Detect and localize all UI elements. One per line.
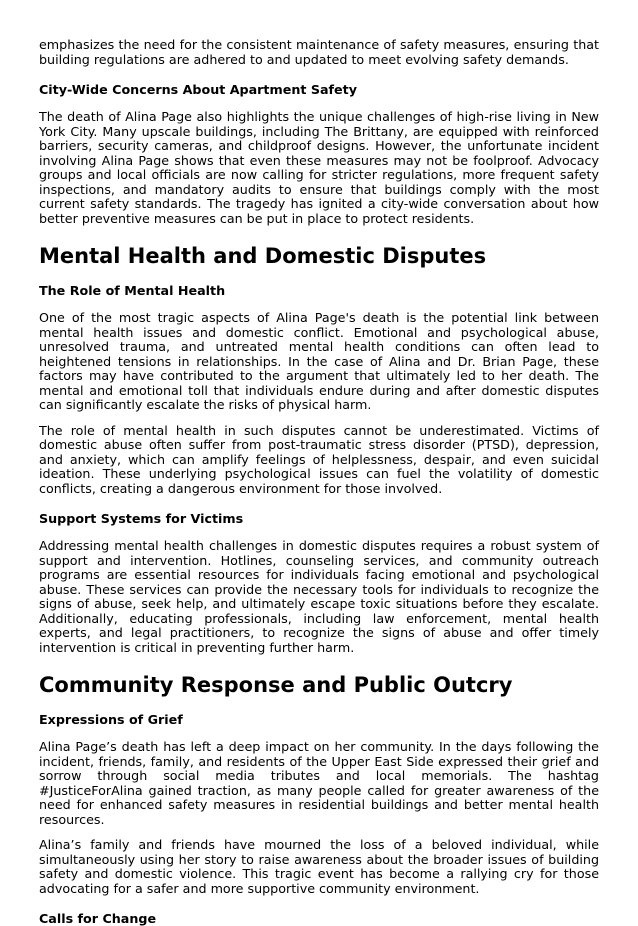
subheading-city-wide-concerns: City-Wide Concerns About Apartment Safety <box>39 82 357 97</box>
heading-mental-health-domestic-disputes: Mental Health and Domestic Disputes <box>39 244 487 268</box>
paragraph-mental-health-link: One of the most tragic aspects of Alina Page's death is the potential link between mental health issues and domestic conflict. Emotional and psychological abuse, unresolved trauma, and untreated mental health conditions can often lead to heightened tensions in relationships. In the case of Alina and Dr. Brian Page, these factors may have contributed to the argument that ultimately led to her death. The mental and emotional toll that individuals endure during and after domestic disputes can significantly escalate the risks of physical harm. <box>39 310 599 412</box>
paragraph-community-impact: Alina Page’s death has left a deep impact on her community. In the days following the incident, friends, family, and residents of the Upper East Side expressed their grief and sorrow through social media tributes and local memorials. The hashtag #JusticeForAlina gained traction, as many people called for greater awareness of the need for enhanced safety measures in residential buildings and better mental health resources. <box>39 739 599 827</box>
subheading-support-systems: Support Systems for Victims <box>39 511 244 526</box>
paragraph-building-regulations: emphasizes the need for the consistent maintenance of safety measures, ensuring that building regulations are adhered to and updated to meet evolving safety demands. <box>39 37 599 67</box>
paragraph-support-intervention: Addressing mental health challenges in domestic disputes requires a robust system of support and intervention. Hotlines, counseling services, and community outreach programs are essential resources for individuals facing emotional and psychological abuse. These services can provide the necessary tools for individuals to recognize the signs of abuse, seek help, and ultimately escape toxic situations before they escalate. Additionally, educating professionals, including law enforcement, mental health experts, and legal practitioners, to recognize the signs of abuse and offer timely intervention is critical in preventing further harm. <box>39 538 599 655</box>
paragraph-family-awareness: Alina’s family and friends have mourned the loss of a beloved individual, while simultaneously using her story to raise awareness about the broader issues of building safety and domestic violence. This tragic event has become a rallying cry for those advocating for a safer and more supportive community environment. <box>39 837 599 896</box>
paragraph-role-underestimated: The role of mental health in such disputes cannot be underestimated. Victims of domestic abuse often suffer from post-traumatic stress disorder (PTSD), depression, and anxiety, which can amplify feelings of helplessness, despair, and even suicidal ideation. These underlying psychological issues can fuel the volatility of domestic conflicts, creating a dangerous environment for those involved. <box>39 422 599 496</box>
paragraph-high-rise-challenges: The death of Alina Page also highlights the unique challenges of high-rise living in New York City. Many upscale buildings, including The Brittany, are equipped with reinforced barriers, security cameras, and childproof designs. However, the unfortunate incident involving Alina Page shows that even these measures may not be foolproof. Advocacy groups and local officials are now calling for stricter regulations, more frequent safety inspections, and mandatory audits to ensure that buildings comply with the most current safety standards. The tragedy has ignited a city-wide conversation about how better preventive measures can be put in place to protect residents. <box>39 109 599 226</box>
subheading-expressions-of-grief: Expressions of Grief <box>39 712 183 727</box>
subheading-role-of-mental-health: The Role of Mental Health <box>39 283 226 298</box>
subheading-calls-for-change: Calls for Change <box>39 911 157 926</box>
heading-community-response: Community Response and Public Outcry <box>39 673 513 697</box>
